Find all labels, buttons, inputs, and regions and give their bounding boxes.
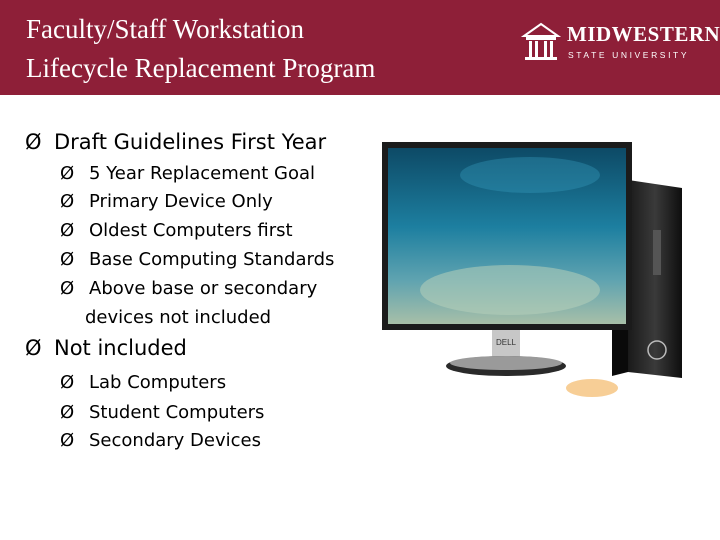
list-item: Base Computing Standards: [89, 249, 335, 270]
list-item: 5 Year Replacement Goal: [89, 163, 315, 184]
monitor-brand: DELL: [495, 338, 517, 347]
computer-icon: [370, 140, 700, 400]
section-heading: Not included: [54, 336, 187, 360]
slide-title: [26, 10, 375, 88]
bullet-arrow-icon: Ø: [60, 191, 75, 212]
title-line-2: Lifecycle Replacement Program: [26, 53, 376, 83]
list-item: Secondary Devices: [89, 430, 261, 451]
bullet-arrow-icon: Ø: [60, 163, 75, 184]
list-item: Lab Computers: [89, 372, 227, 393]
list-item: Above base or secondary: [89, 278, 318, 299]
header-bar: [0, 0, 720, 95]
section-heading: Draft Guidelines First Year: [54, 130, 327, 154]
title-line-1: Faculty/Staff Workstation: [26, 14, 305, 44]
university-logo: [520, 18, 720, 70]
list-item: Primary Device Only: [89, 191, 273, 212]
bullet-arrow-icon: Ø: [25, 130, 42, 154]
bullet-arrow-icon: Ø: [60, 278, 75, 299]
bullet-arrow-icon: Ø: [60, 430, 75, 451]
bullet-arrow-icon: Ø: [60, 249, 75, 270]
logo-wordmark: MIDWESTERN: [567, 22, 720, 46]
bullet-arrow-icon: Ø: [25, 336, 42, 360]
list-item-continuation: devices not included: [85, 307, 272, 328]
desktop-computer-image: [370, 140, 700, 400]
bullet-arrow-icon: Ø: [60, 402, 75, 423]
logo-subtitle: STATE UNIVERSITY: [568, 50, 690, 60]
list-item: Oldest Computers first: [89, 220, 293, 241]
bullet-arrow-icon: Ø: [60, 372, 75, 393]
list-item: Student Computers: [89, 402, 265, 423]
building-icon: [520, 20, 562, 64]
bullet-arrow-icon: Ø: [60, 220, 75, 241]
